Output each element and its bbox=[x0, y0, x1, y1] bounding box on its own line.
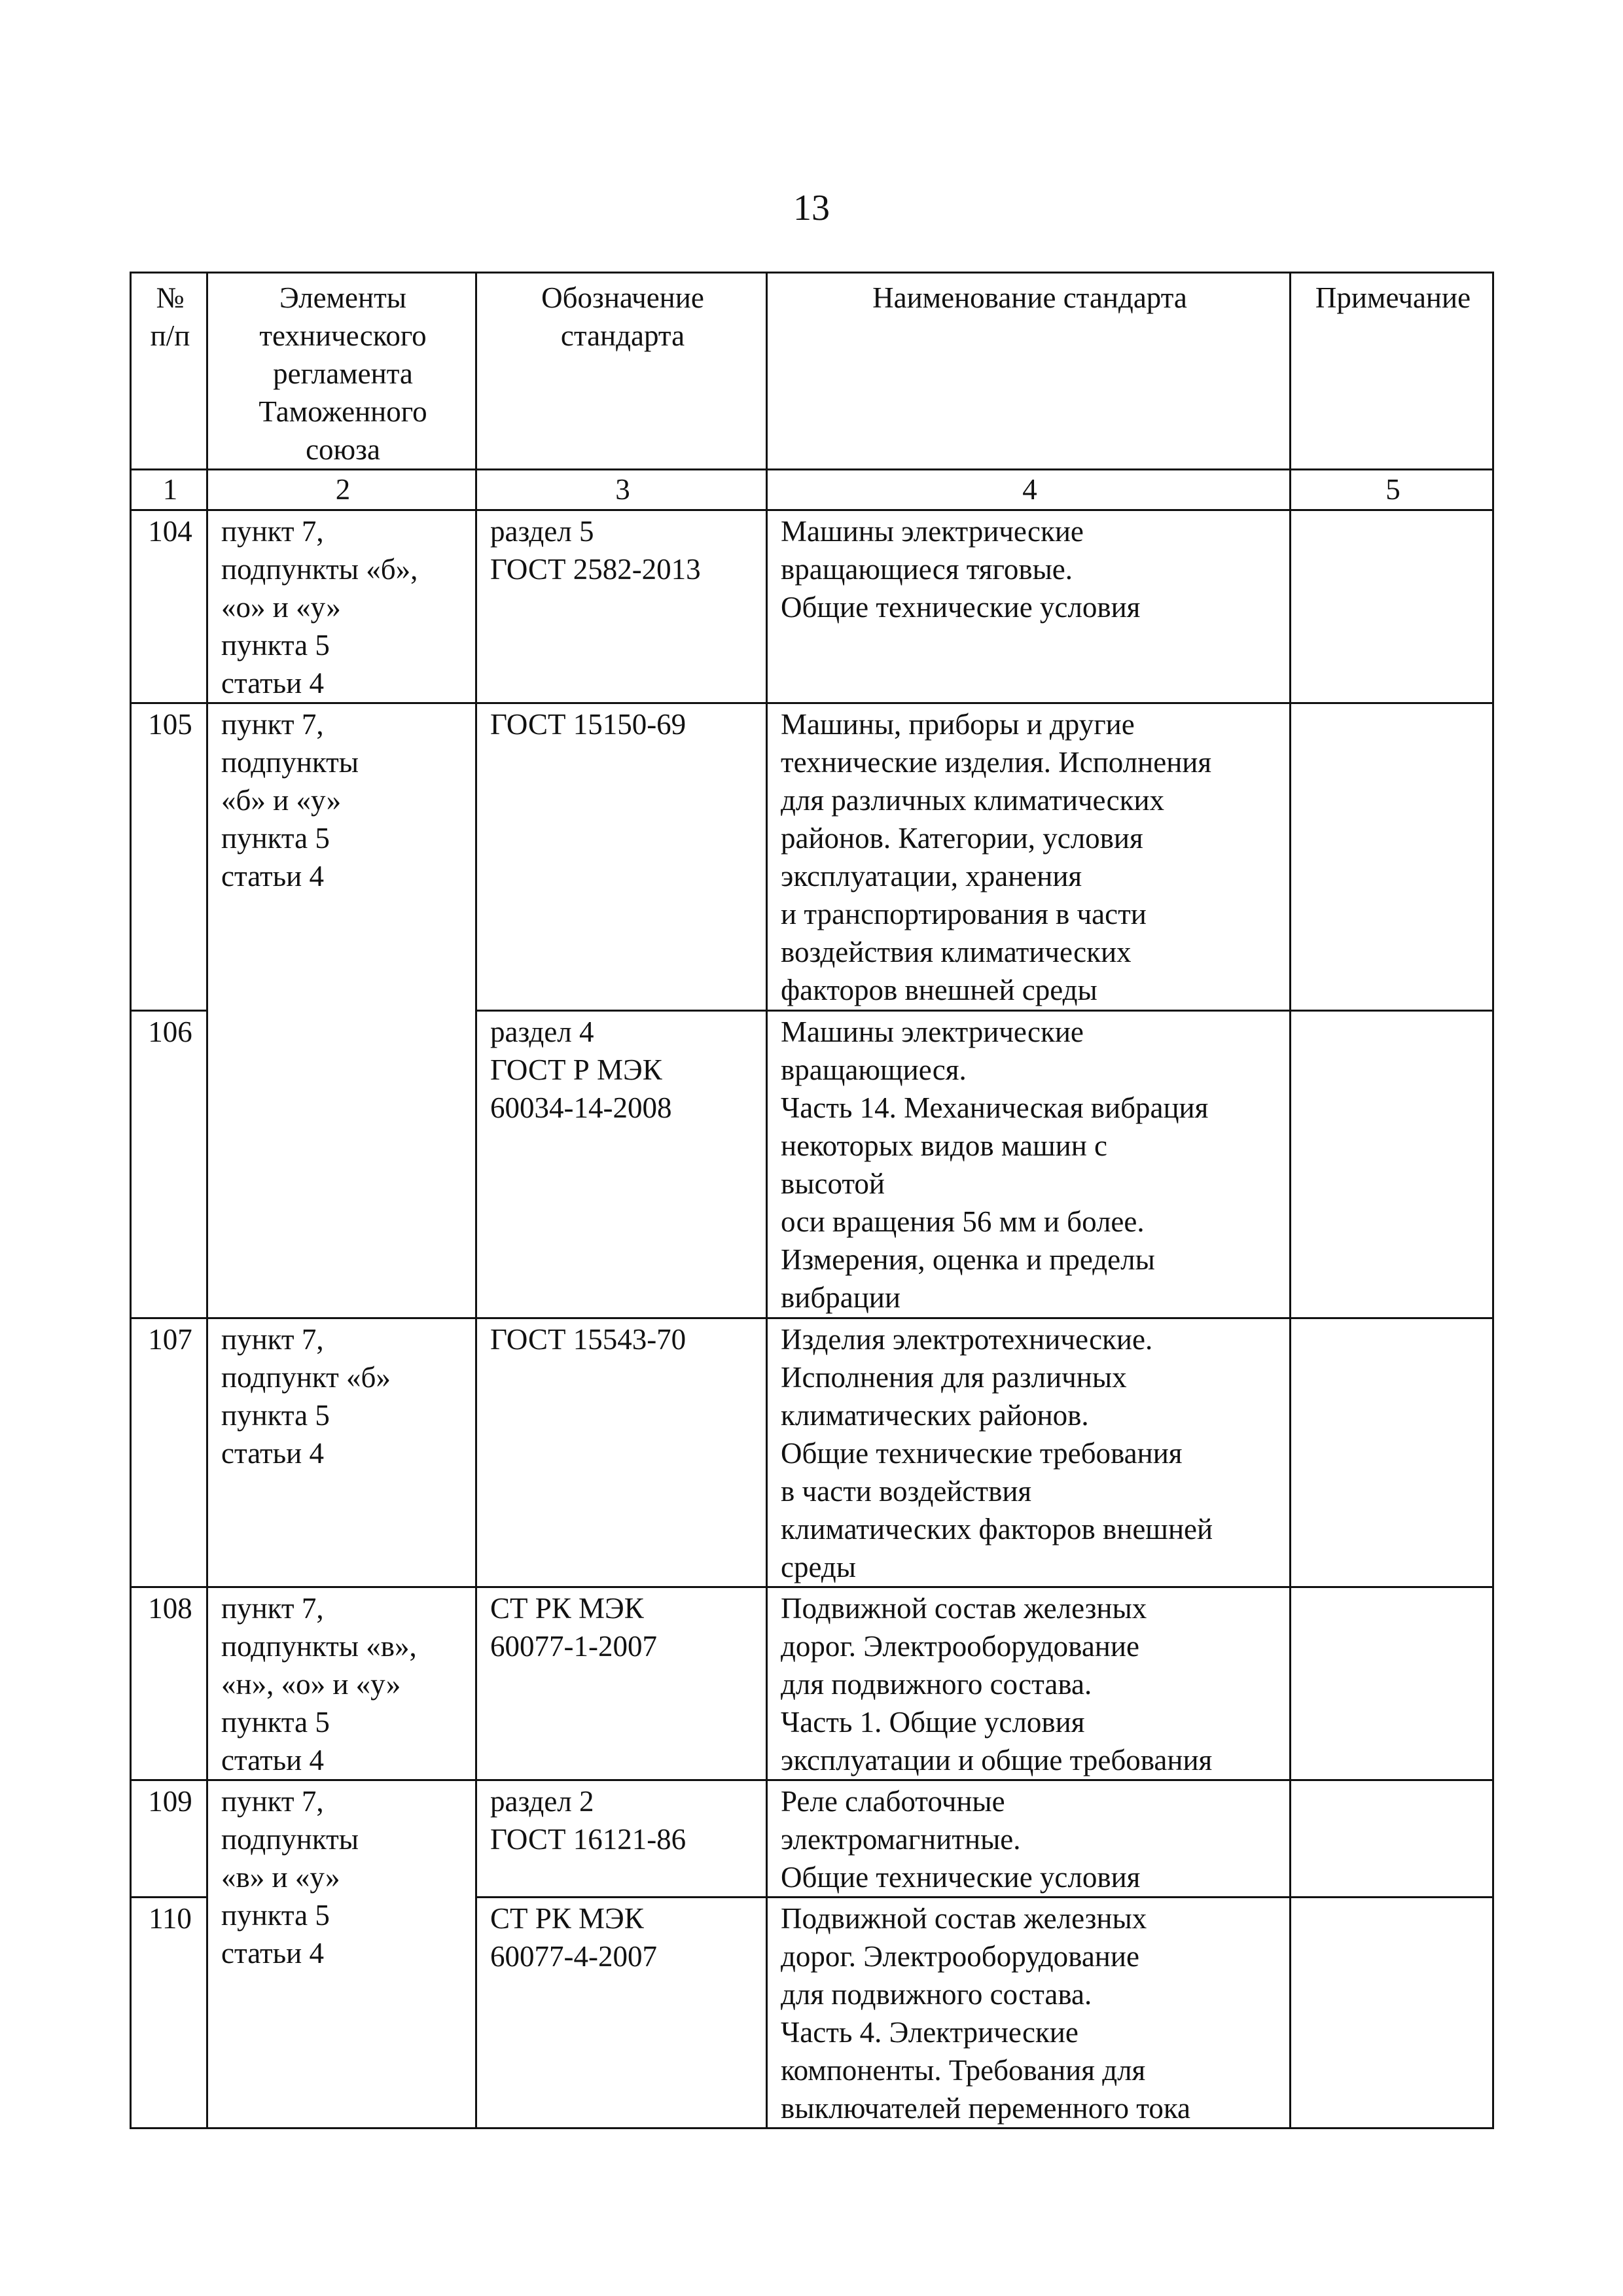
note-cell bbox=[1291, 703, 1493, 1011]
row-number-cell: 109 bbox=[131, 1780, 207, 1898]
cell-line: 60034-14-2008 bbox=[490, 1091, 672, 1124]
cell-line: ГОСТ 2582-2013 bbox=[490, 553, 701, 586]
table-row bbox=[131, 1587, 1493, 1780]
header-line: Наименование стандарта bbox=[872, 281, 1187, 314]
cell-line: статьи 4 bbox=[221, 1937, 325, 1969]
header-line: технического bbox=[259, 319, 427, 352]
cell-line: вибрации bbox=[781, 1281, 901, 1314]
elements-cell bbox=[207, 510, 476, 703]
cell-line: выключателей переменного тока bbox=[781, 2092, 1191, 2125]
cell-line: Реле слаботочные bbox=[781, 1785, 1005, 1818]
header-line: Обозначение bbox=[541, 281, 704, 314]
cell-line: климатических факторов внешней bbox=[781, 1513, 1213, 1545]
header-cell-designation bbox=[476, 273, 767, 470]
cell-line: Подвижной состав железных bbox=[781, 1592, 1147, 1625]
cell-line: пункта 5 bbox=[221, 822, 330, 855]
standard-name-cell bbox=[767, 1011, 1291, 1318]
header-line: стандарта bbox=[560, 319, 685, 352]
cell-line: подпункты «в», bbox=[221, 1630, 417, 1663]
cell-line: «в» и «у» bbox=[221, 1861, 340, 1894]
header-line: регламента bbox=[273, 357, 413, 390]
note-cell bbox=[1291, 1587, 1493, 1780]
cell-line: подпункты bbox=[221, 1823, 359, 1856]
cell-line: пункта 5 bbox=[221, 1399, 330, 1432]
cell-line: среды bbox=[781, 1551, 856, 1583]
cell-line: Изделия электротехнические. bbox=[781, 1323, 1153, 1356]
note-cell bbox=[1291, 1011, 1493, 1318]
designation-cell bbox=[476, 510, 767, 703]
column-number-cell: 4 bbox=[767, 470, 1291, 510]
header-line: Таможенного bbox=[259, 395, 427, 428]
row-number-cell: 107 bbox=[131, 1318, 207, 1587]
elements-cell bbox=[207, 1318, 476, 1587]
header-cell-number bbox=[131, 273, 207, 470]
designation-cell bbox=[476, 703, 767, 1011]
cell-line: 60077-4-2007 bbox=[490, 1940, 657, 1973]
row-number-cell: 104 bbox=[131, 510, 207, 703]
cell-line: для подвижного состава. bbox=[781, 1978, 1092, 2011]
designation-cell bbox=[476, 1011, 767, 1318]
cell-line: подпункт «б» bbox=[221, 1361, 391, 1394]
cell-line: Измерения, оценка и пределы bbox=[781, 1243, 1155, 1276]
cell-line: некоторых видов машин с bbox=[781, 1129, 1107, 1162]
cell-line: районов. Категории, условия bbox=[781, 822, 1143, 855]
page-number: 13 bbox=[793, 188, 830, 228]
standard-name-cell bbox=[767, 1898, 1291, 2128]
cell-line: «о» и «у» bbox=[221, 591, 341, 624]
cell-line: Часть 4. Электрические bbox=[781, 2016, 1079, 2049]
elements-cell bbox=[207, 1587, 476, 1780]
header-line: Элементы bbox=[279, 281, 406, 314]
cell-line: технические изделия. Исполнения bbox=[781, 746, 1212, 779]
cell-line: дорог. Электрооборудование bbox=[781, 1630, 1139, 1663]
cell-line: дорог. Электрооборудование bbox=[781, 1940, 1139, 1973]
header-line: Примечание bbox=[1315, 281, 1471, 314]
cell-line: для различных климатических bbox=[781, 784, 1165, 817]
cell-line: статьи 4 bbox=[221, 1744, 325, 1776]
standard-name-cell bbox=[767, 1780, 1291, 1898]
row-number-cell: 106 bbox=[131, 1011, 207, 1318]
cell-line: пункта 5 bbox=[221, 1706, 330, 1739]
header-cell-elements bbox=[207, 273, 476, 470]
cell-line: Машины электрические bbox=[781, 1016, 1084, 1048]
table-header-row bbox=[131, 273, 1493, 470]
cell-line: «н», «о» и «у» bbox=[221, 1668, 401, 1701]
cell-line: Исполнения для различных bbox=[781, 1361, 1127, 1394]
row-number-cell: 108 bbox=[131, 1587, 207, 1780]
cell-line: эксплуатации и общие требования bbox=[781, 1744, 1213, 1776]
cell-line: пункт 7, bbox=[221, 1785, 324, 1818]
cell-line: раздел 4 bbox=[490, 1016, 594, 1048]
cell-line: пункт 7, bbox=[221, 708, 324, 741]
column-number-cell: 1 bbox=[131, 470, 207, 510]
cell-line: раздел 2 bbox=[490, 1785, 594, 1818]
cell-line: ГОСТ 15150-69 bbox=[490, 708, 687, 741]
note-cell bbox=[1291, 1898, 1493, 2128]
standard-name-cell bbox=[767, 1587, 1291, 1780]
cell-line: Общие технические требования bbox=[781, 1437, 1183, 1470]
row-number-cell: 105 bbox=[131, 703, 207, 1011]
standard-name-cell bbox=[767, 1318, 1291, 1587]
cell-line: Машины, приборы и другие bbox=[781, 708, 1135, 741]
cell-line: пункт 7, bbox=[221, 1592, 324, 1625]
cell-line: оси вращения 56 мм и более. bbox=[781, 1205, 1145, 1238]
designation-cell bbox=[476, 1587, 767, 1780]
cell-line: ГОСТ 16121-86 bbox=[490, 1823, 687, 1856]
designation-cell bbox=[476, 1780, 767, 1898]
elements-cell bbox=[207, 1780, 476, 2128]
table-row bbox=[131, 510, 1493, 703]
table-row bbox=[131, 1780, 1493, 1898]
header-cell-name bbox=[767, 273, 1291, 470]
note-cell bbox=[1291, 510, 1493, 703]
cell-line: вращающиеся тяговые. bbox=[781, 553, 1073, 586]
cell-line: пункт 7, bbox=[221, 515, 324, 548]
cell-line: 60077-1-2007 bbox=[490, 1630, 657, 1663]
designation-cell bbox=[476, 1898, 767, 2128]
column-number-cell: 3 bbox=[476, 470, 767, 510]
cell-line: Часть 14. Механическая вибрация bbox=[781, 1091, 1209, 1124]
table-row bbox=[131, 703, 1493, 1011]
cell-line: статьи 4 bbox=[221, 860, 325, 892]
cell-line: и транспортирования в части bbox=[781, 898, 1147, 930]
cell-line: подпункты bbox=[221, 746, 359, 779]
cell-line: статьи 4 bbox=[221, 1437, 325, 1470]
cell-line: ГОСТ 15543-70 bbox=[490, 1323, 687, 1356]
column-number-cell: 2 bbox=[207, 470, 476, 510]
header-line: союза bbox=[306, 433, 380, 466]
cell-line: в части воздействия bbox=[781, 1475, 1032, 1508]
cell-line: ГОСТ Р МЭК bbox=[490, 1053, 662, 1086]
cell-line: для подвижного состава. bbox=[781, 1668, 1092, 1701]
cell-line: раздел 5 bbox=[490, 515, 594, 548]
cell-line: воздействия климатических bbox=[781, 936, 1132, 968]
note-cell bbox=[1291, 1318, 1493, 1587]
cell-line: СТ РК МЭК bbox=[490, 1902, 644, 1935]
cell-line: компоненты. Требования для bbox=[781, 2054, 1146, 2087]
cell-line: пункта 5 bbox=[221, 629, 330, 662]
cell-line: пункт 7, bbox=[221, 1323, 324, 1356]
cell-line: факторов внешней среды bbox=[781, 974, 1097, 1006]
standard-name-cell bbox=[767, 510, 1291, 703]
cell-line: электромагнитные. bbox=[781, 1823, 1021, 1856]
cell-line: статьи 4 bbox=[221, 667, 325, 699]
cell-line: Подвижной состав железных bbox=[781, 1902, 1147, 1935]
designation-cell bbox=[476, 1318, 767, 1587]
cell-line: Машины электрические bbox=[781, 515, 1084, 548]
note-cell bbox=[1291, 1780, 1493, 1898]
cell-line: СТ РК МЭК bbox=[490, 1592, 644, 1625]
standards-table bbox=[130, 272, 1494, 2129]
cell-line: пункта 5 bbox=[221, 1899, 330, 1932]
cell-line: «б» и «у» bbox=[221, 784, 342, 817]
cell-line: эксплуатации, хранения bbox=[781, 860, 1082, 892]
cell-line: Общие технические условия bbox=[781, 1861, 1141, 1894]
cell-line: климатических районов. bbox=[781, 1399, 1089, 1432]
standard-name-cell bbox=[767, 703, 1291, 1011]
row-number-cell: 110 bbox=[131, 1898, 207, 2128]
cell-line: подпункты «б», bbox=[221, 553, 418, 586]
column-number-cell: 5 bbox=[1291, 470, 1493, 510]
table-row bbox=[131, 1318, 1493, 1587]
cell-line: Общие технические условия bbox=[781, 591, 1141, 624]
elements-cell bbox=[207, 703, 476, 1318]
column-number-row bbox=[131, 470, 1493, 510]
header-line: № bbox=[156, 281, 185, 314]
header-cell-note bbox=[1291, 273, 1493, 470]
header-line: п/п bbox=[150, 319, 190, 352]
cell-line: Часть 1. Общие условия bbox=[781, 1706, 1085, 1739]
cell-line: высотой bbox=[781, 1167, 885, 1200]
cell-line: вращающиеся. bbox=[781, 1053, 967, 1086]
